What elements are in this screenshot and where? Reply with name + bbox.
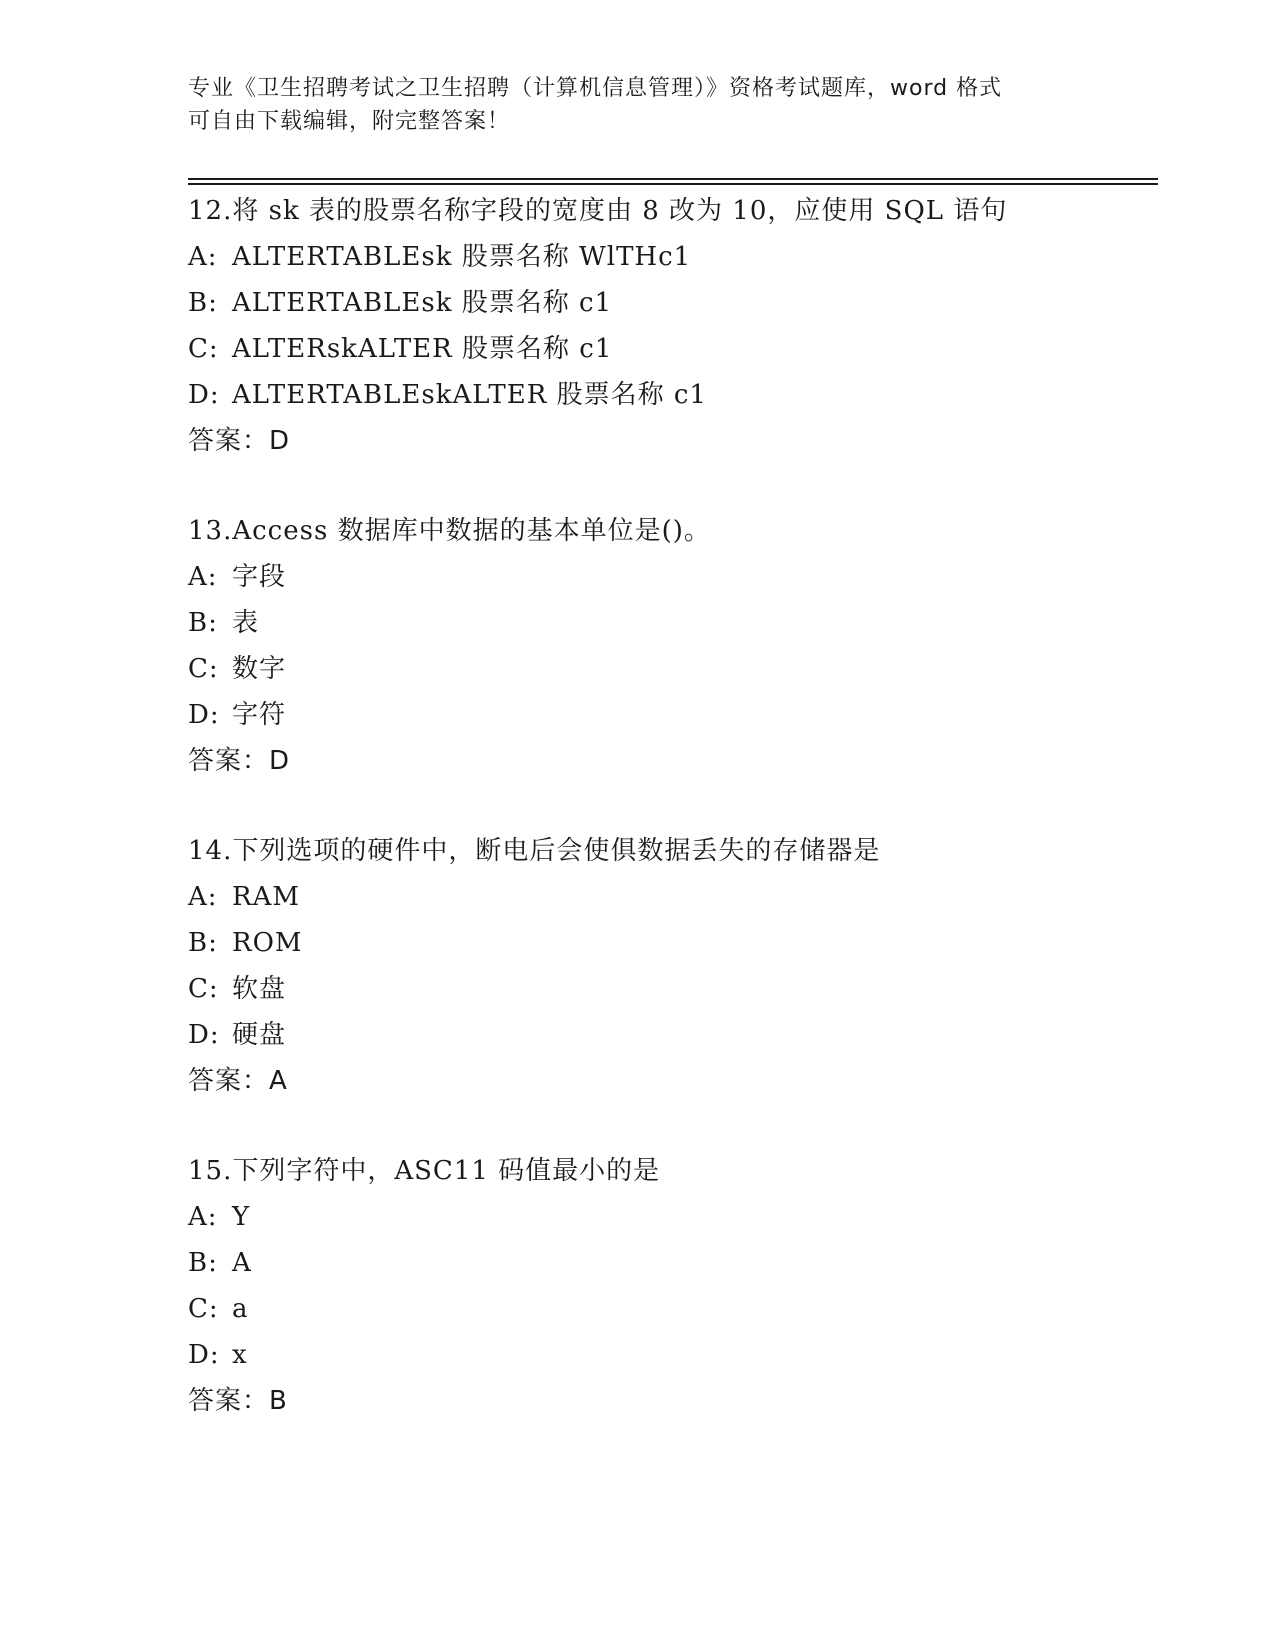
option-key: B: <box>188 928 218 958</box>
option-d <box>188 1012 1158 1058</box>
header-divider-top <box>188 178 1158 180</box>
option-c <box>188 966 1158 1012</box>
option-key: D: <box>188 1340 220 1370</box>
question-12 <box>188 188 1158 464</box>
option-text: ALTERTABLEsk 股票名称 c1 <box>232 288 613 318</box>
option-text: 字符 <box>232 700 287 730</box>
option-d <box>188 372 1158 418</box>
option-key: A: <box>188 562 218 592</box>
option-a <box>188 234 1158 280</box>
question-14 <box>188 828 1158 1104</box>
document-header <box>188 72 1088 138</box>
question-text: 13.Access 数据库中数据的基本单位是()。 <box>188 516 711 546</box>
option-key: D: <box>188 700 220 730</box>
option-text: 软盘 <box>232 974 287 1004</box>
question-15 <box>188 1148 1158 1424</box>
answer-line: 答案：B <box>188 1386 288 1416</box>
option-d <box>188 1332 1158 1378</box>
header-line-2: 可自由下载编辑，附完整答案！ <box>188 109 511 134</box>
option-b <box>188 280 1158 326</box>
option-c <box>188 646 1158 692</box>
option-key: A: <box>188 882 218 912</box>
question-text: 14.下列选项的硬件中，断电后会使俱数据丢失的存储器是 <box>188 836 881 866</box>
option-key: D: <box>188 380 220 410</box>
option-key: B: <box>188 608 218 638</box>
option-key: D: <box>188 1020 220 1050</box>
option-a <box>188 1194 1158 1240</box>
option-text: a <box>232 1294 249 1324</box>
option-text: 表 <box>232 608 260 638</box>
option-b <box>188 920 1158 966</box>
option-a <box>188 874 1158 920</box>
option-c <box>188 326 1158 372</box>
option-key: C: <box>188 1294 219 1324</box>
option-key: C: <box>188 974 219 1004</box>
option-c <box>188 1286 1158 1332</box>
answer-line: 答案：D <box>188 746 291 776</box>
option-key: C: <box>188 334 219 364</box>
question-text: 15.下列字符中，ASC11 码值最小的是 <box>188 1156 661 1186</box>
option-a <box>188 554 1158 600</box>
option-text: A <box>232 1248 252 1278</box>
option-b <box>188 600 1158 646</box>
option-text: RAM <box>232 882 300 912</box>
option-key: A: <box>188 1202 218 1232</box>
header-line-1: 专业《卫生招聘考试之卫生招聘（计算机信息管理）》资格考试题库，word 格式 <box>188 76 1003 101</box>
question-text: 12.将 sk 表的股票名称字段的宽度由 8 改为 10，应使用 SQL 语句 <box>188 196 1008 226</box>
option-b <box>188 1240 1158 1286</box>
option-text: 硬盘 <box>232 1020 287 1050</box>
answer-line: 答案：A <box>188 1066 288 1096</box>
question-13 <box>188 508 1158 784</box>
question-list <box>188 188 1158 1468</box>
option-key: B: <box>188 288 218 318</box>
option-text: ALTERTABLEskALTER 股票名称 c1 <box>232 380 707 410</box>
option-text: ROM <box>232 928 303 958</box>
answer-line: 答案：D <box>188 426 291 456</box>
option-text: Y <box>232 1202 251 1232</box>
option-text: 字段 <box>232 562 287 592</box>
option-text: ALTERTABLEsk 股票名称 WlTHc1 <box>232 242 692 272</box>
option-key: C: <box>188 654 219 684</box>
option-d <box>188 692 1158 738</box>
option-text: ALTERskALTER 股票名称 c1 <box>232 334 613 364</box>
option-key: B: <box>188 1248 218 1278</box>
option-text: x <box>232 1340 248 1370</box>
option-key: A: <box>188 242 218 272</box>
header-divider-bottom <box>188 183 1158 185</box>
option-text: 数字 <box>232 654 287 684</box>
